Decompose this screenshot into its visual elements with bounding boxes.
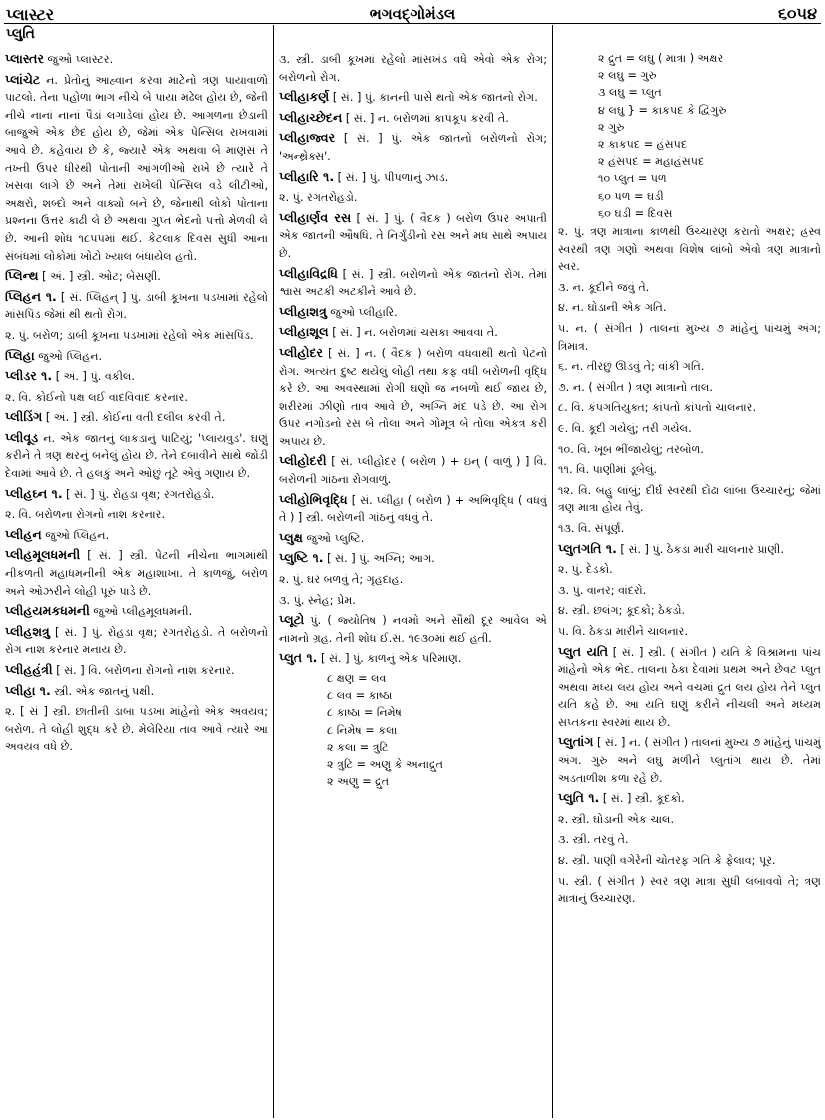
dictionary-entry bbox=[558, 560, 821, 579]
entry-definition: ન. એક જાતનું લાકડાનું પાટિયું; 'પ્લાયવુડ'. ઘણું કરીને તે ત્રણ થરનું બનેલું હોય છે. તેને દબાવીને સાથે જોડી દેવામાં આવે છે. તે હલકું અને ઓછું તૂટે એવું ગણાય છે. bbox=[5, 431, 268, 481]
entry-definition: ૬. ન. તીરછું ઊડવું તે; વાંકી ગતિ. bbox=[558, 360, 705, 374]
dictionary-entry bbox=[279, 344, 547, 451]
entry-definition: જુઓ પ્લિહન. bbox=[34, 349, 103, 363]
entry-headword: પ્લુક્ષ bbox=[279, 529, 303, 545]
header-rule bbox=[4, 23, 821, 24]
dictionary-entry bbox=[279, 323, 547, 342]
dictionary-entry bbox=[558, 581, 821, 600]
entry-definition: [ સં. ] પું. કાળનું એક પરિમાણ. bbox=[317, 652, 462, 666]
time-measure-row: ૬૦ ઘડી = દિવસ bbox=[598, 206, 673, 220]
time-measure-row: ૪ લઘુ } = કાકપદ કે દ્વિગુરુ bbox=[598, 103, 727, 117]
entry-definition: [ સં. પ્લીહોદર ( બરોળ ) + ઇન્ ( વાળું ) ] વિ. બરોળની ગાંઠના રોગવાળું. bbox=[279, 455, 547, 487]
entry-definition: [ અં. ] પું. વકીલ. bbox=[52, 370, 135, 384]
entry-definition: ૫. સ્ત્રી. ( સંગીત ) સ્વર ત્રણ માત્રા સુધી લંબાવવો તે; ત્રણ માત્રાનું ઉચ્ચારણ. bbox=[558, 874, 821, 906]
dictionary-entry bbox=[5, 429, 268, 483]
dictionary-entry bbox=[558, 481, 821, 517]
entry-headword: પ્લીહાજ્વર bbox=[279, 130, 336, 146]
entry-definition: [ સં. ] પું. કાનની પાસે થતો એક જાતનો રોગ. bbox=[329, 91, 538, 105]
column-divider bbox=[552, 25, 553, 1118]
dictionary-entry bbox=[5, 50, 268, 69]
entry-definition: ૨. પું. રગતરોહડો. bbox=[279, 191, 358, 205]
entry-headword: પ્લીહહંત્રી bbox=[5, 662, 53, 677]
header-last-headword: પ્લુતિ bbox=[6, 26, 35, 42]
entry-definition: [ સં. ] ન. બરોળમાં ચસકા આવવા તે. bbox=[328, 326, 498, 340]
dictionary-entry bbox=[558, 378, 821, 397]
dictionary-entry bbox=[558, 298, 821, 317]
entry-definition: ૨. [ સં ] સ્ત્રી. છાતીની ડાબા પડખા માંહેનો એક અવયવ; બરોળ. તે લોહી શુદ્ધ કરે છે. મેલેરિયા તાવ આવે ત્યારે આ અવયવ વધે છે. bbox=[5, 705, 268, 754]
dictionary-entry bbox=[279, 209, 547, 263]
dictionary-entry bbox=[5, 71, 268, 266]
entry-definition: ૪. સ્ત્રી. પાણી વગેરેની ચોતરફ ગતિ કે ફેલાવ; પૂર. bbox=[558, 854, 776, 868]
time-measure-row: ૨ ત્રુટિ = અણુ કે અનાદ્રુત bbox=[327, 758, 444, 772]
dictionary-entry bbox=[279, 109, 547, 128]
entry-definition: [ સં. ] ન. બરોળમાં કાપકૂપ કરવી તે. bbox=[342, 111, 509, 125]
column-2 bbox=[279, 50, 547, 1116]
time-measure-row: ૧૦ પ્લુત = પળ bbox=[598, 172, 667, 186]
dictionary-entry bbox=[279, 265, 547, 301]
dictionary-entry bbox=[5, 702, 268, 756]
dictionary-entry bbox=[5, 546, 268, 600]
entry-definition: ૫. ન. ( સંગીત ) તાલનાં મુખ્ય ૭ માંહેનું પાંચમું અંગ; ત્રિમાત્ર. bbox=[558, 322, 821, 353]
entry-definition: ૧૨. વિ. બહુ લાંબું; દીર્ઘ સ્વરથી દોઢા લાંબા ઉચ્ચારનું; જેમાં ત્રણ માત્રા હોય તેવું. bbox=[558, 483, 821, 515]
entry-definition: પું. ( જ્યોતિષ ) નવમો અને સૌથી દૂર આવેલ એ નામનો ગ્રહ. તેની શોધ ઈ.સ. ૧૯૩૦માં થઈ હતી. bbox=[279, 614, 547, 645]
entry-definition: [ સં. પ્લીહા ( બરોળ ) + અભિવૃદ્ધિ ( વધવું તે ) ] સ્ત્રી. બરોળની ગાંઠનું વધવું તે. bbox=[279, 493, 547, 525]
entry-headword: પ્લીહઘ્ન ૧. bbox=[5, 485, 63, 501]
dictionary-entry bbox=[5, 388, 268, 407]
dictionary-entry bbox=[558, 789, 821, 808]
time-measure-row: ૮ નિમેષ = કલા bbox=[327, 723, 398, 737]
entry-headword: પ્લીહમૂલધમની bbox=[5, 547, 81, 563]
dictionary-entry bbox=[558, 519, 821, 538]
dictionary-entry bbox=[558, 540, 821, 559]
time-measure-row: ૨ કાકપદ = હંસપદ bbox=[598, 138, 688, 152]
dictionary-entry bbox=[279, 303, 547, 322]
entry-definition: [ સં. ] પું. અગ્નિ; આગ. bbox=[323, 552, 435, 566]
entry-definition: ૯. વિ. કૂદી ગયેલું; તરી ગયેલ. bbox=[558, 421, 692, 435]
time-measure-row: ૬૦ પળ = ઘડી bbox=[598, 189, 664, 203]
time-measure-row: ૮ ક્ષણ = લવ bbox=[327, 672, 387, 685]
dictionary-entry bbox=[5, 367, 268, 386]
entry-definition: ૨. સ્ત્રી. ઘોડાની એક ચાલ. bbox=[558, 812, 675, 826]
dictionary-entry bbox=[558, 601, 821, 620]
entry-definition: [ સં. ] પું. એક જાતનો બરોળનો રોગ; 'અન્થ્રેક્સ'. bbox=[279, 132, 547, 163]
dictionary-entry bbox=[279, 168, 547, 187]
column-divider bbox=[273, 25, 274, 1118]
entry-definition: ૧૩. વિ. સંપૂર્ણ. bbox=[558, 521, 625, 535]
entry-headword: પ્લીહાચ્છેદન bbox=[279, 109, 343, 125]
dictionary-entry bbox=[558, 810, 821, 829]
column-1 bbox=[5, 50, 268, 1116]
entry-headword: પ્લીહાશત્રુ bbox=[279, 303, 327, 319]
entry-headword: પ્લુતગતિ ૧. bbox=[558, 540, 617, 556]
dictionary-entry bbox=[279, 570, 547, 589]
dictionary-entry bbox=[558, 643, 821, 732]
entry-definition: [ સં. ] પું. ઠેકડા મારી ચાલનાર પ્રાણી. bbox=[616, 542, 784, 556]
entry-definition: ૩. સ્ત્રી. તરવું તે. bbox=[558, 833, 629, 847]
entry-headword: પ્લુષ્ટિ ૧. bbox=[279, 550, 324, 566]
entry-headword: પ્લાસ્તર bbox=[5, 51, 44, 66]
page-header bbox=[0, 0, 825, 42]
entry-definition: [ સં. ] સ્ત્રી. ( સંગીત ) યતિ કે વિશ્રામના પાંચ માંહેનો એક ભેદ. તાલના ઠેકા દેવામાં પ્રથમ અને છેવટ પ્લુત અથવા મધ્ય લય હોય અને વચમાં દ્રુત લય હોય તેને પ્લુત યતિ કહે છે. આ યતિ ઘણું કરીને નીચલી અને મધ્યમ સપ્તકના સ્વરમાં થાય છે. bbox=[558, 645, 821, 729]
dictionary-entry bbox=[279, 649, 547, 668]
entry-headword: પ્લુત ૧. bbox=[279, 650, 318, 666]
entry-headword: પ્લાંચેટ bbox=[5, 71, 41, 87]
entry-definition: [ સં. ] ન. ( વૈદક ) બરોળ વધવાથી થતો પેટનો રોગ. અત્યંત દુષ્ટ થયેલું લોહી તથા કફ વધી બરોળની વૃદ્ધિ કરે છે. આ અવસ્થામાં રોગી ઘણો જ નબળો થઈ જાય છે, શરીરમાં ઝીણો તાવ આવે છે, અગ્નિ મંદ પડે છે. આ રોગ ઉપર નગોડનો રસ બે તોલા અને ગોમૂત્ર બે તોલા એકત્ર કરી અપાય છે. bbox=[279, 346, 547, 448]
dictionary-entry bbox=[279, 611, 547, 647]
dictionary-entry bbox=[279, 88, 547, 107]
entry-definition: ૩. પું. સ્નેહ; પ્રેમ. bbox=[279, 593, 356, 607]
dictionary-entry bbox=[558, 398, 821, 417]
time-measure-row: ૮ લવ = કાષ્ઠા bbox=[327, 689, 393, 703]
dictionary-entry bbox=[279, 549, 547, 568]
entry-headword: પ્લીહશત્રુ bbox=[5, 623, 50, 639]
dictionary-entry bbox=[279, 529, 547, 548]
entry-definition: જુઓ પ્લીહમૂલધમની. bbox=[89, 605, 193, 619]
entry-definition: ૩. પું. વાનર; વાંદરો. bbox=[558, 583, 647, 597]
dictionary-entry bbox=[279, 452, 547, 488]
entry-headword: પ્લીહોભિવૃદ્ધિ bbox=[279, 491, 348, 507]
entry-headword: પ્લીહાશૂલ bbox=[279, 324, 329, 340]
dictionary-entry bbox=[5, 267, 268, 286]
dictionary-entry bbox=[5, 326, 268, 345]
dictionary-entry bbox=[5, 485, 268, 504]
entry-definition: ૧૦. વિ. ખૂબ ભીંજાયેલું; તરબોળ. bbox=[558, 442, 704, 456]
entry-definition: ૨. પું. ત્રણ માત્રાના કાળથી ઉચ્ચારણ કરાતો અક્ષર; હ્રસ્વ સ્વરથી ત્રણ ગણો અથવા વિશેષ લાંબો એવો ત્રણ માત્રાનો સ્વર. bbox=[558, 225, 821, 274]
entry-definition: [ સં. ] સ્ત્રી. બરોળનો એક જાતનો રોગ. તેમાં શ્વાસ અટકી અટકીને આવે છે. bbox=[279, 267, 547, 299]
entry-definition: ૨. પું. ઘર બળવું તે; ગૃહદાહ. bbox=[279, 573, 404, 587]
entry-headword: પ્લીડિંગ bbox=[5, 409, 43, 425]
dictionary-entry bbox=[558, 830, 821, 849]
header-first-headword: પ્લાસ્ટર bbox=[6, 5, 55, 24]
entry-headword: પ્લીહારિ ૧. bbox=[279, 168, 335, 184]
dictionary-entry bbox=[5, 661, 268, 680]
time-measure-row: ૮ કાષ્ઠા = નિમેષ bbox=[327, 706, 402, 720]
entry-definition: [ સં. ] સ્ત્રી. પેટની નીચેના ભાગમાંથી નીકળતી મહાધમનીની એક મહાશાખા. તે કાળજું, બરોળ અને ઓઝરીને લોહી પૂરું પાડે છે. bbox=[5, 549, 268, 598]
entry-definition: ૫. વિ. ઠેકડા મારીને ચાલનાર. bbox=[558, 624, 689, 638]
entry-headword: પ્લીહયમકધમની bbox=[5, 603, 90, 619]
entry-headword: પ્લીહાકર્ણ bbox=[279, 89, 330, 105]
entry-definition: ૭. ન. ( સંગીત ) ત્રણ માત્રાનો તાલ. bbox=[558, 380, 713, 394]
dictionary-entry bbox=[5, 623, 268, 659]
entry-headword: પ્લીવૂડ bbox=[5, 429, 39, 445]
entry-definition: ૩. સ્ત્રી. ડાબી કૂખમાં રહેલો માંસખંડ વધે એવો એક રોગ; બરોળનો રોગ. bbox=[279, 53, 547, 84]
entry-definition: [ સં. ] વિ. બરોળના રોગનો નાશ કરનાર. bbox=[52, 664, 235, 677]
dictionary-entry bbox=[5, 347, 268, 366]
dictionary-entry bbox=[558, 622, 821, 641]
entry-headword: પ્લીહોદરી bbox=[279, 453, 327, 469]
dictionary-entry bbox=[558, 319, 821, 355]
entry-definition: જુઓ પ્લુષ્ટિ. bbox=[302, 531, 365, 545]
dictionary-entry bbox=[279, 129, 547, 165]
entry-definition: [ અં. ] સ્ત્રી. કોઈના વતી દલીલ કરવી તે. bbox=[42, 411, 226, 425]
entry-headword: પ્લીહાર્ણવ રસ bbox=[279, 209, 352, 225]
dictionary-entry bbox=[5, 408, 268, 427]
dictionary-entry bbox=[558, 222, 821, 276]
entry-definition: ૨. વિ. કોઈનો પક્ષ લઈ વાદવિવાદ કરનાર. bbox=[5, 390, 188, 404]
dictionary-entry bbox=[5, 602, 268, 621]
dictionary-entry bbox=[5, 505, 268, 524]
entry-headword: પ્લુતિ ૧. bbox=[558, 790, 600, 806]
dictionary-entry bbox=[5, 526, 268, 545]
entry-definition: [ અં. ] સ્ત્રી. ઓટ; બેસણી. bbox=[38, 270, 161, 284]
entry-definition: ૪. ન. ઘોડાની એક ગતિ. bbox=[558, 301, 667, 315]
entry-definition: [ સં. ] પું. ( વૈદક ) બરોળ ઉપર અપાતી એક જાતની ઔષધિ. તે નિર્ગુંડીનો રસ અને મધ સાથે અપાય છે. bbox=[279, 211, 547, 260]
entry-headword: પ્લીહા ૧. bbox=[5, 682, 51, 698]
entry-definition: [ સં. ] પું. રોહડા વૃક્ષ; રગતરોહડો. તે બરોળનો રોગ નાશ કરનાર મનાય છે. bbox=[5, 625, 268, 657]
time-measure-row: ૨ કલા = ત્રુટિ bbox=[327, 740, 389, 754]
time-measure-row: ૩ લઘુ = પ્લુત bbox=[598, 86, 662, 100]
entry-definition: ૨. પું. દેડકો. bbox=[558, 563, 613, 577]
entry-headword: પ્લિહા bbox=[5, 347, 35, 363]
entry-headword: પ્લુત યતિ bbox=[558, 643, 609, 659]
entry-definition: જુઓ પ્લીહારિ. bbox=[326, 305, 398, 319]
entry-headword: પ્લૂટો bbox=[279, 612, 305, 628]
page-title: ભગવદ્ગોમંડલ bbox=[369, 5, 456, 23]
entry-definition: ૨. વિ. બરોળના રોગનો નાશ કરનાર. bbox=[5, 508, 166, 522]
entry-definition: [ સં. ] ન. ( સંગીત ) તાલનાં મુખ્ય ૭ માંહેનું પાંચમું અંગ. ગુરુ અને લઘુ મળીને પ્લુતાંગ થાય છે. તેમાં અડતાળીશ કળા રહે છે. bbox=[558, 736, 821, 785]
page-number: ૬૦૫૪ bbox=[777, 4, 817, 23]
dictionary-entry bbox=[558, 460, 821, 479]
entry-headword: પ્લિન્થ bbox=[5, 268, 39, 284]
entry-definition: ૩. ન. કૂદીને જવું તે. bbox=[558, 280, 650, 294]
entry-definition: જુઓ પ્લાસ્ટર. bbox=[43, 53, 114, 66]
time-measure-row: ૨ હંસપદ = મહાહંસપદ bbox=[598, 155, 705, 169]
dictionary-entry bbox=[558, 440, 821, 459]
entry-headword: પ્લિહન ૧. bbox=[5, 288, 57, 304]
entry-headword: પ્લીહોદર bbox=[279, 344, 324, 360]
dictionary-entry bbox=[558, 733, 821, 787]
time-measure-row: ૨ અણુ = દ્રુત bbox=[327, 775, 390, 789]
time-measure-row: ૨ દ્રુત = લઘુ ( માત્રા ) અક્ષર bbox=[598, 52, 724, 65]
entry-definition: ૧૧. વિ. પાણીમાં ડૂબેલું. bbox=[558, 463, 657, 477]
dictionary-entry bbox=[5, 682, 268, 701]
entry-definition: [ સં. પ્લિહન્ ] પું. ડાબી કૂખના પડખામાં રહેલો માંસપિંડ જેમાં થી થતો રોગ. bbox=[5, 290, 268, 322]
entry-definition: જુઓ પ્લિહન. bbox=[41, 528, 110, 542]
entry-definition: [ સં. ] પું. રોહડા વૃક્ષ; રગતરોહડો. bbox=[62, 487, 215, 501]
column-3 bbox=[558, 50, 821, 1116]
dictionary-entry bbox=[558, 357, 821, 376]
dictionary-entry bbox=[279, 50, 547, 86]
time-measure-row: ૨ લઘુ = ગુરુ bbox=[598, 69, 657, 83]
entry-definition: ૪. સ્ત્રી. છલંગ; કૂદકો; ઠેકડો. bbox=[558, 604, 686, 618]
time-measure-row: ૨ ગુરુ bbox=[598, 120, 625, 134]
dictionary-entry bbox=[558, 872, 821, 908]
dictionary-entry bbox=[558, 419, 821, 438]
dictionary-entry bbox=[279, 591, 547, 610]
entry-headword: પ્લીહાવિદ્રધિ bbox=[279, 265, 338, 281]
dictionary-entry bbox=[279, 188, 547, 207]
dictionary-entry bbox=[5, 288, 268, 324]
entry-headword: પ્લીહન bbox=[5, 526, 42, 542]
entry-definition: [ સં. ] પું. પીપળાનું ઝાડ. bbox=[334, 170, 449, 184]
entry-headword: પ્લીડર ૧. bbox=[5, 368, 53, 384]
dictionary-entry bbox=[558, 278, 821, 297]
dictionary-entry bbox=[558, 851, 821, 870]
entry-definition: સ્ત્રી. એક જાતનું પક્ષી. bbox=[50, 684, 155, 698]
entry-definition: ૨. પું. બરોળ; ડાબી કૂખના પડખામાં રહેલો એક માંસપિંડ. bbox=[5, 328, 254, 342]
dictionary-entry bbox=[279, 491, 547, 527]
entry-definition: [ સં. ] સ્ત્રી. કૂદકો. bbox=[599, 792, 685, 806]
entry-definition: ૮. વિ. કંપગતિયુક્ત; કાંપતો કાંપતો ચાલનાર. bbox=[558, 401, 757, 415]
entry-headword: પ્લુતાંગ bbox=[558, 734, 594, 750]
entry-definition: ન. પ્રેતોનું આહ્વાન કરવા માટેનો ત્રણ પાયાવાળો પાટલો. તેના પહોળા ભાગ નીચે બે પાયા મઢેલ હોય છે, જેની નીચે નાનાં નાનાં પૈડાં લગાડેલાં હોય છે. આગળના છેડાની બાજુએ એક છેદ હોય છે, જેમાં એક પેન્સિલ રાખવામાં આવે છે. કહેવાય છે કે, જ્યારે એક અથવા બે માણસ તે તખ્તી ઉપર ધીરથી પોતાની આંગળીઓ રાખે છે ત્યારે તે ખસવા લાગે છે અને તેમાં રાખેલી પેન્સિલ વડે લીટીઓ, અક્ષરો, શબ્દો અને વાક્યો બને છે, જેનાથી લોકો પોતાના પ્રશ્નના ઉત્તર કાઢી લે છે અથવા ગુપ્ત ભેદનો પત્તો મેળવી લે છે. આની શોધ ૧૮૫૫માં થઈ. કેટલાક દિવસ સુધી આના સંબંધમાં લોકોમાં ખોટો ખ્યાલ બંધાયેલ હતો. bbox=[5, 73, 268, 263]
